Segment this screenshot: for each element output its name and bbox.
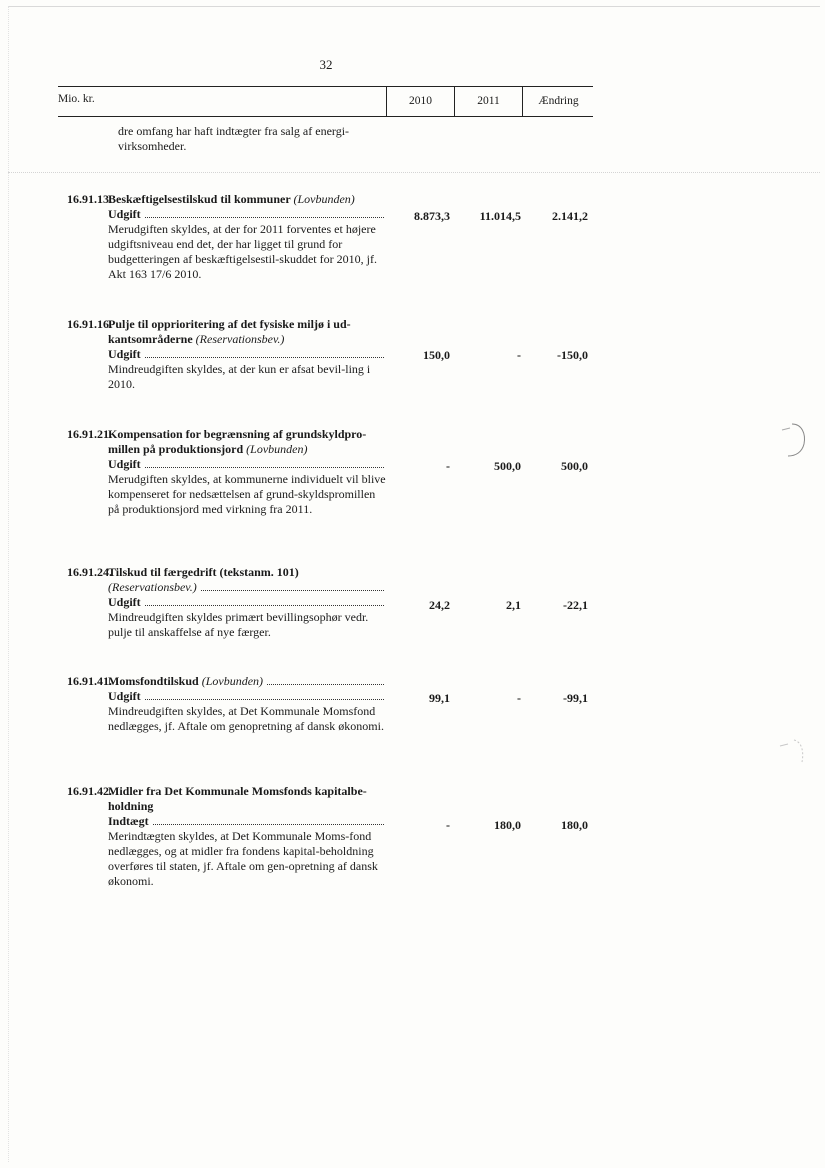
entry-body [108,317,386,392]
entry-title-ref: (Reservationsbev.) [195,332,285,346]
value-2010: 24,2 [429,598,450,612]
amount-line [108,580,386,595]
value-2011: 2,1 [506,598,521,612]
entry-title [108,192,386,207]
entry-description: Mindreudgiften skyldes primært bevillingsophør vedr. pulje til anskaffelse af nye færger. [108,610,369,639]
value-2011: - [517,348,521,362]
amount-label: Udgift [108,457,141,471]
account-code: 16.91.24. [67,565,112,579]
continuation-text: dre omfang har haft indtægter fra salg af energi-virksomheder. [118,124,350,153]
entry-title-text: Beskæftigelsestilskud til kommuner [108,192,291,206]
table-header [58,86,593,117]
dot-leader [145,605,384,606]
column-2010: 2010 [386,87,455,116]
amount-label: Udgift [108,595,141,609]
entry-description: Mindreudgiften skyldes, at der kun er afsat bevil-ling i 2010. [108,362,371,391]
amount-label: Udgift [108,347,141,361]
value-2010: 150,0 [423,348,450,362]
entry-title [108,565,386,580]
entry-title [108,317,386,347]
value-2011: 180,0 [494,818,521,832]
value-2010: - [446,818,450,832]
amount-line [108,814,386,829]
scan-mark [772,418,812,462]
entry-title-ref: (Lovbunden) [246,442,308,456]
entry-body [108,192,386,282]
amount-label: Udgift [108,689,141,703]
entry-title [108,674,386,689]
entry-description: Merudgiften skyldes, at der for 2011 forventes et højere udgiftsniveau end det, der har ligget til grund for budgetteringen af beskæftigelsestil-skuddet for 2010, jf. Akt 163 17/6 2010. [108,222,377,281]
entry-title-text: Tilskud til færgedrift (tekstanm. 101) [108,565,299,579]
entry-title-text: Midler fra Det Kommunale Momsfonds kapitalbe-holdning [108,784,367,813]
account-code: 16.91.21. [67,427,112,441]
value-2011: 500,0 [494,459,521,473]
value-2011: 11.014,5 [479,209,521,223]
entry-description: Mindreudgiften skyldes, at Det Kommunale Momsfond nedlægges, jf. Aftale om genopretning af dansk økonomi. [108,704,384,733]
dot-leader [145,217,384,218]
entry-title-ref: (Lovbunden) [293,192,355,206]
account-code: 16.91.42. [67,784,112,798]
entry-title-text: Kompensation for begrænsning af grundskyldpro-millen på produktionsjord [108,427,367,456]
dot-leader [201,590,384,591]
value-change: -150,0 [557,348,588,362]
value-2010: 8.873,3 [414,209,450,223]
dot-leader [153,824,384,825]
value-change: -22,1 [563,598,588,612]
entry-description: Merindtægten skyldes, at Det Kommunale Moms-fond nedlægges, og at midler fra fondens kapital-beholdning overføres til staten, jf. Aftale om gen-opretning af dansk økonomi. [108,829,378,888]
column-change: Ændring [538,95,579,107]
entry-body [108,784,386,889]
amount-line [108,595,386,610]
value-2011: - [517,691,521,705]
amount-label: Indtægt [108,814,149,828]
entry-title [108,427,386,457]
value-2010: - [446,459,450,473]
amount-line [108,347,386,362]
entry-title-ref: (Lovbunden) [201,674,264,688]
account-code: 16.91.41. [67,674,112,688]
account-code: 16.91.13. [67,192,112,206]
dot-leader [145,699,384,700]
dot-leader [145,467,384,468]
scan-mark [772,732,812,776]
amount-label: Udgift [108,207,141,221]
unit-label: Mio. kr. [58,93,95,105]
value-change: 2.141,2 [552,209,588,223]
page-number: 32 [319,57,333,72]
value-change: -99,1 [563,691,588,705]
entry-body [108,565,386,640]
amount-line [108,457,386,472]
entry-title-ref: (Reservationsbev.) [108,580,197,594]
account-code: 16.91.16. [67,317,112,331]
value-change: 180,0 [561,818,588,832]
entry-title-text: Pulje til opprioritering af det fysiske miljø i ud-kantsområderne [108,317,351,346]
value-change: 500,0 [561,459,588,473]
amount-line [108,689,386,704]
column-2011: 2011 [455,87,523,116]
amount-line [108,207,386,222]
page-divider [8,172,820,173]
entry-title [108,784,386,814]
dot-leader [267,684,384,685]
entry-title-text: Momsfondtilskud [108,674,199,688]
entry-body [108,674,386,734]
dot-leader [145,357,384,358]
entry-body [108,427,386,517]
entry-description: Merudgiften skyldes, at kommunerne individuelt vil blive kompenseret for nedsættelsen af grund-skyldspromillen på produktionsjord med virkning fra 2011. [108,472,386,516]
value-2010: 99,1 [429,691,450,705]
